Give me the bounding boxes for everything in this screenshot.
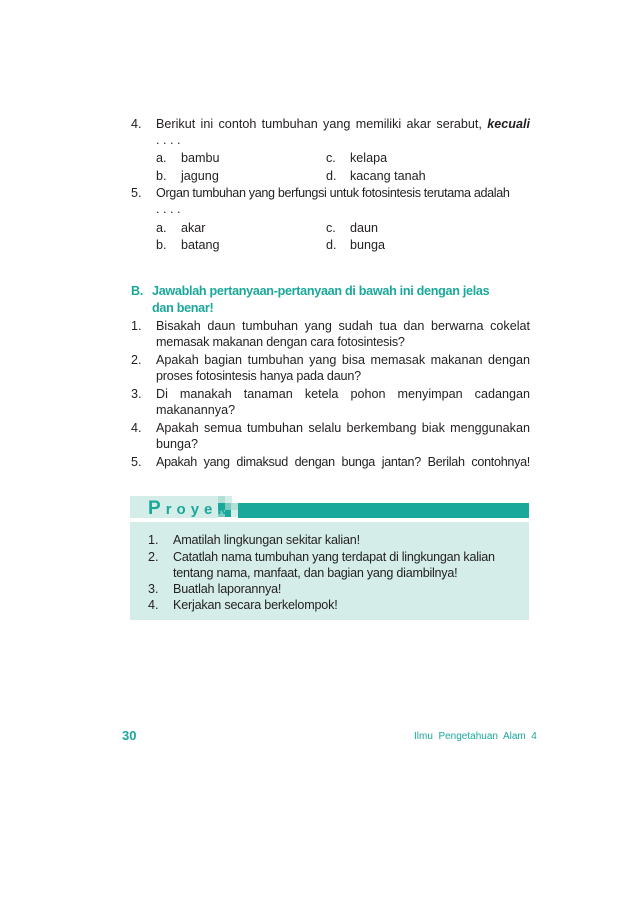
list-item: Amatilah lingkungan sekitar kalian! [173, 533, 360, 547]
list-number: 4. [148, 598, 159, 612]
answer-blank: . . . . [156, 202, 181, 216]
list-item: tentang nama, manfaat, dan bagian yang diambilnya! [173, 566, 458, 580]
proyek-title: Proyek [148, 498, 231, 519]
question-text: Di manakah tanaman ketela pohon menyimpan cadangan [156, 387, 530, 401]
list-item: Catatlah nama tumbuhan yang terdapat di lingkungan kalian [173, 550, 495, 564]
option-letter: d. [326, 169, 337, 183]
list-number: 2. [148, 550, 159, 564]
emphasis-word: kecuali [487, 117, 530, 131]
option-text: bunga [350, 238, 386, 252]
header-bar [238, 503, 529, 518]
question-number: 5. [131, 186, 142, 200]
option-letter: a. [156, 221, 167, 235]
option-text: daun [350, 221, 379, 235]
list-number: 1. [148, 533, 159, 547]
option-letter: b. [156, 238, 167, 252]
list-item: Buatlah laporannya! [173, 582, 282, 596]
option-text: kacang tanah [350, 169, 426, 183]
option-letter: c. [326, 221, 336, 235]
section-heading: dan benar! [152, 301, 214, 315]
question-number: 1. [131, 319, 142, 333]
question-text: bunga? [156, 437, 199, 451]
question-text: Apakah semua tumbuhan selalu berkembang biak menggunakan [156, 421, 530, 435]
question-text: Apakah yang dimaksud dengan bunga jantan? Berilah contohnya! [156, 455, 530, 469]
section-label: B. [131, 284, 143, 298]
list-number: 3. [148, 582, 159, 596]
option-text: bambu [181, 151, 220, 165]
page-number: 30 [122, 728, 137, 743]
book-title: Ilmu Pengetahuan Alam 4 [414, 731, 537, 742]
question-text: Organ tumbuhan yang berfungsi untuk fotosintesis terutama adalah [156, 186, 510, 200]
question-number: 4. [131, 117, 142, 131]
question-text: memasak makanan dengan cara fotosintesis? [156, 335, 405, 349]
option-letter: d. [326, 238, 337, 252]
option-text: jagung [181, 169, 219, 183]
question-text: makanannya? [156, 403, 236, 417]
question-number: 4. [131, 421, 142, 435]
question-text: Apakah bagian tumbuhan yang bisa memasak makanan dengan [156, 353, 530, 367]
decor-square [231, 510, 238, 517]
option-letter: a. [156, 151, 167, 165]
answer-blank: . . . . [156, 133, 181, 147]
option-text: akar [181, 221, 206, 235]
decor-square [231, 503, 238, 510]
option-text: kelapa [350, 151, 388, 165]
question-number: 3. [131, 387, 142, 401]
question-text: proses fotosintesis hanya pada daun? [156, 369, 361, 383]
option-letter: c. [326, 151, 336, 165]
option-letter: b. [156, 169, 167, 183]
proyek-header [130, 496, 529, 518]
question-number: 5. [131, 455, 142, 469]
question-number: 2. [131, 353, 142, 367]
list-item: Kerjakan secara berkelompok! [173, 598, 338, 612]
section-heading: Jawablah pertanyaan-pertanyaan di bawah ini dengan jelas [152, 284, 490, 298]
question-text: Berikut ini contoh tumbuhan yang memiliki akar serabut, kecuali [156, 117, 530, 131]
question-text: Bisakah daun tumbuhan yang sudah tua dan berwarna cokelat [156, 319, 530, 333]
proyek-box [130, 522, 529, 620]
option-text: batang [181, 238, 220, 252]
